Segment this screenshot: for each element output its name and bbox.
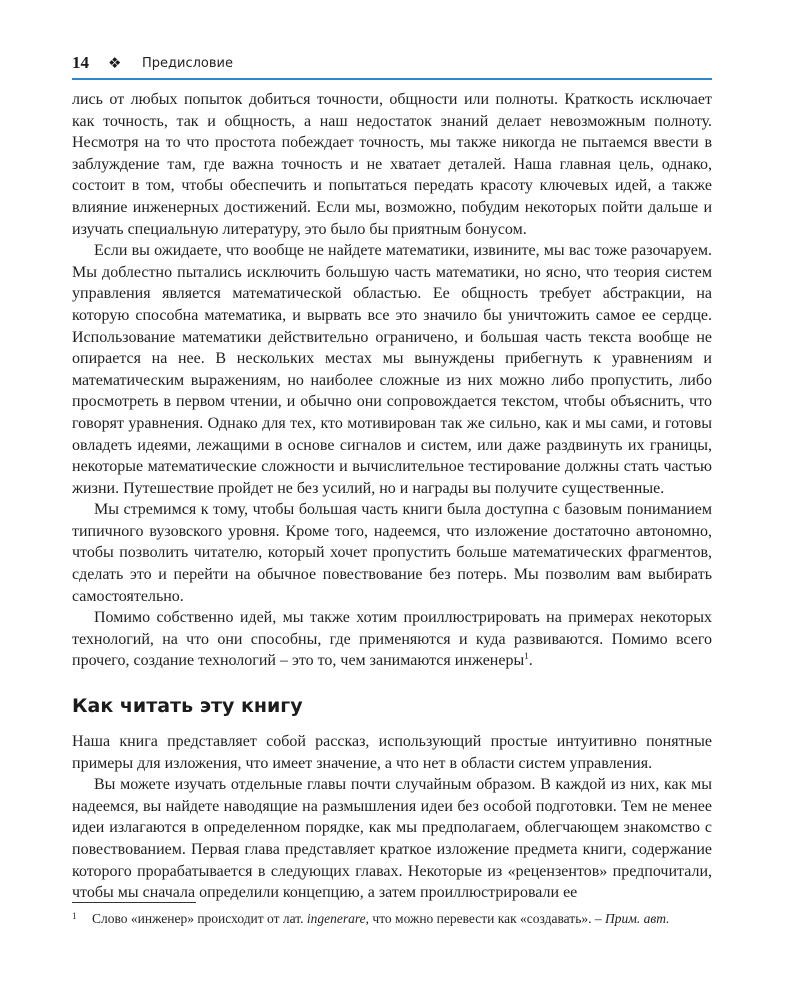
section-paragraph-2: Вы можете изучать отдельные главы почти случайным образом. В каждой из них, как мы надеемся, вы найдете наводящие на размышления идеи без особой подготовки. Тем не менее идеи излагаются в определенном порядке, как мы предполагаем, облегчающем знакомство с повествованием. Первая глава представляет краткое изложение предмета книги, содержание которого прорабатывается в следующих главах. Некоторые из «рецензентов» предпочитали, чтобы мы сначала определили концепцию, а затем проиллюстрировали ее xyxy=(72,776,712,902)
footnote-divider xyxy=(72,902,196,903)
page-header xyxy=(72,50,712,80)
paragraph-4: Помимо собственно идей, мы также хотим проиллюстрировать на примерах некоторых технологий, на что они способны, где применяются и куда развиваются. Помимо всего прочего, создание технологий – это то, чем занимаются инженеры$^1$. xyxy=(72,609,712,670)
paragraph-3: Мы стремимся к тому, чтобы большая часть книги была доступна с базовым пониманием типичного вузовского уровня. Кроме того, надеемся, что изложение достаточно автономно, чтобы позволить читателю, который хочет пропустить больше математических фрагментов, сделать это и перейти на обычное повествование без потерь. Мы позволим вам выбирать самостоятельно. xyxy=(72,501,712,605)
footnote xyxy=(72,909,712,928)
page-number: 14 xyxy=(72,53,89,72)
footnote-text-middle: , что можно перевести как «создавать». – xyxy=(365,911,605,926)
footnote-text-start: Слово «инженер» происходит от лат. xyxy=(92,911,307,926)
paragraph-1: лись от любых попыток добиться точности, общности или полноты. Краткость исключает как точность, так и общность, а наш недостаток знаний делает невозможным полноту. Несмотря на то что простота побеждает точность, мы также никогда не пытаемся ввести в заблуждение там, где важна точность и не хватает деталей. Наша главная цель, однако, состоит в том, чтобы обеспечить и попытаться передать красоту ключевых идей, а также влияние инженерных достижений. Если мы, возможно, побудим некоторых пойти дальше и изучать специальную литературу, это было бы приятным бонусом. xyxy=(72,91,712,238)
footnote-text xyxy=(92,909,712,928)
paragraph-2: Если вы ожидаете, что вообще не найдете математики, извините, мы вас тоже разочаруем. Мы доблестно пытались исключить большую часть математики, но ясно, что теория систем управления является математической областью. Ее общность требует абстракции, на которую способна математика, и вырвать все это значило бы уничтожить самое ее сердце. Использование математики действительно ограничено, и большая часть текста вообще не опирается на нее. В нескольких местах мы вынуждены прибегнуть к уравнениям и математическим выражениям, но наиболее сложные из них можно либо пропустить, либо просмотреть в первом чтении, и обычно они сопровождается текстом, чтобы объяснить, что говорят уравнения. Однако для тех, кто мотивирован так же сильно, как и мы сами, и готовы овладеть идеями, лежащими в основе сигналов и систем, или даже раздвинуть их границы, некоторые математические сложности и вычислительное тестирование должны стать частью жизни. Путешествие пройдет не без усилий, но и награды вы получите существенные. xyxy=(72,242,712,497)
footnote-reference[interactable]: 1 xyxy=(524,651,529,662)
main-text xyxy=(72,89,712,904)
section-heading: Как читать эту книгу xyxy=(72,695,303,718)
footnote-latin-word: ingenerare xyxy=(306,911,366,926)
running-head: Предисловие xyxy=(142,56,233,71)
footnote-source: Прим. авт. xyxy=(605,911,670,926)
section-paragraph-1: Наша книга представляет собой рассказ, использующий простые интуитивно понятные примеры для изложения, что имеет значение, а что нет в области систем управления. xyxy=(72,733,712,772)
ornament-icon: ❖ xyxy=(108,54,122,72)
paragraph-4-text: Помимо собственно идей, мы также хотим проиллюстрировать на примерах некоторых технологий, на что они способны, где применяются и куда развиваются. Помимо всего прочего, создание технологий – это то, чем занимаются инженеры xyxy=(72,609,712,670)
footnote-mark: 1 xyxy=(72,911,77,921)
